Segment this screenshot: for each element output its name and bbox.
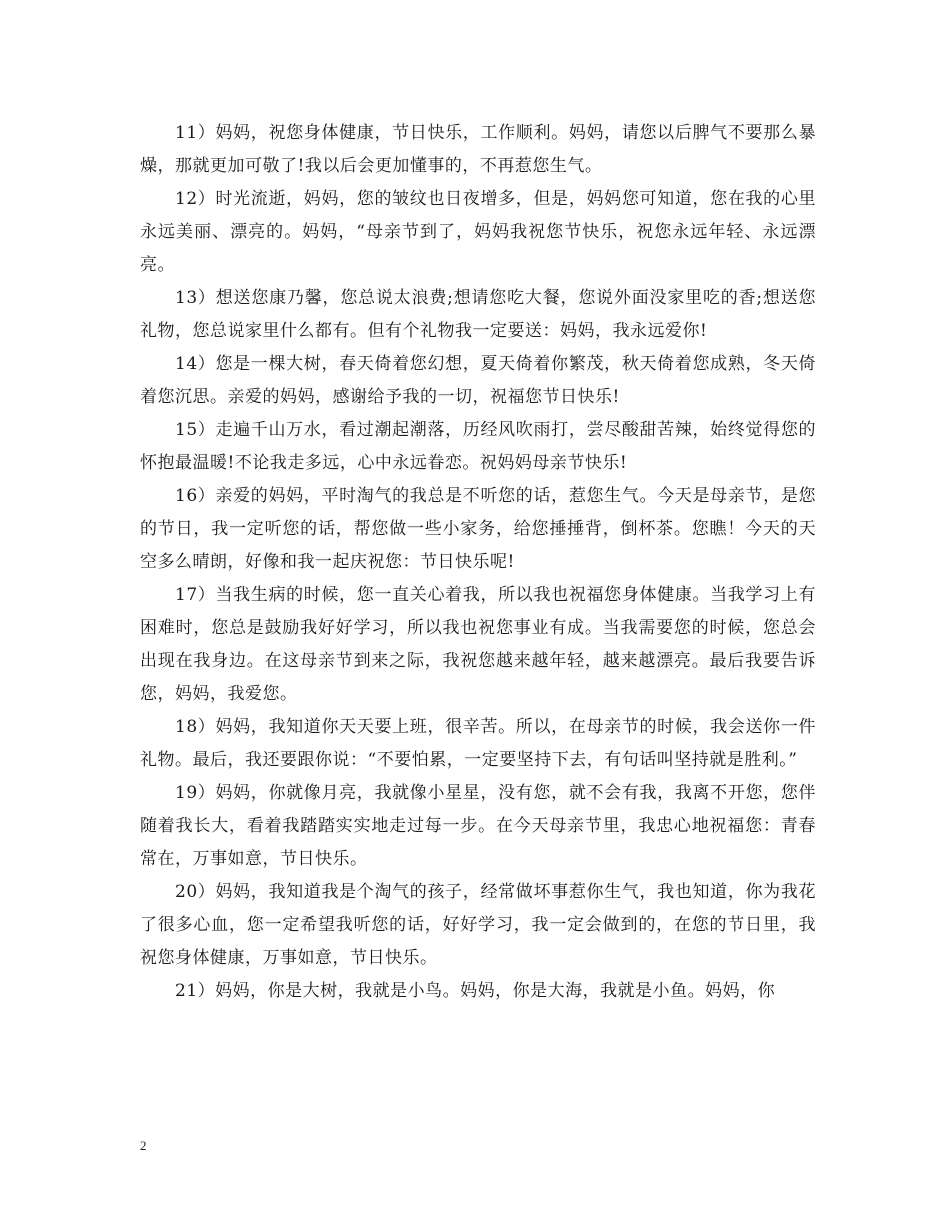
- paragraph: 21）妈妈，你是大树，我就是小鸟。妈妈，你是大海，我就是小鱼。妈妈，你: [175, 981, 776, 1001]
- paragraph: 18）妈妈，我知道你天天要上班，很辛苦。所以，在母亲节的时候，我会送你一件礼物。最后，我还要跟你说：“不要怕累，一定要坚持下去，有句话叫坚持就是胜利。”: [140, 717, 816, 770]
- paragraph: 17）当我生病的时候，您一直关心着我，所以我也祝福您身体健康。当我学习上有困难时，您总是鼓励我好好学习，所以我也祝您事业有成。当我需要您的时候，您总会出现在我身边。在这母亲节到来之际，我祝您越来越年轻，越来越漂亮。最后我要告诉您，妈妈，我爱您。: [140, 585, 816, 704]
- paragraph: 13）想送您康乃馨，您总说太浪费;想请您吃大餐，您说外面没家里吃的香;想送您礼物，您总说家里什么都有。但有个礼物我一定要送：妈妈，我永远爱你!: [140, 288, 816, 341]
- page-number: 2: [140, 1138, 147, 1153]
- paragraph: 11）妈妈，祝您身体健康，节日快乐，工作顺利。妈妈，请您以后脾气不要那么暴燥，那就更加可敬了!我以后会更加懂事的，不再惹您生气。: [140, 123, 816, 176]
- paragraph: 12）时光流逝，妈妈，您的皱纹也日夜增多，但是，妈妈您可知道，您在我的心里永远美丽、漂亮的。妈妈，“母亲节到了，妈妈我祝您节快乐，祝您永远年轻、永远漂亮。: [140, 189, 816, 275]
- paragraph: 14）您是一棵大树，春天倚着您幻想，夏天倚着你繁茂，秋天倚着您成熟，冬天倚着您沉思。亲爱的妈妈，感谢给予我的一切，祝福您节日快乐!: [140, 354, 816, 407]
- paragraph: 19）妈妈，你就像月亮，我就像小星星，没有您，就不会有我，我离不开您，您伴随着我长大，看着我踏踏实实地走过每一步。在今天母亲节里，我忠心地祝福您：青春常在，万事如意，节日快乐。: [140, 783, 816, 869]
- paragraph: 16）亲爱的妈妈，平时淘气的我总是不听您的话，惹您生气。今天是母亲节，是您的节日，我一定听您的话，帮您做一些小家务，给您捶捶背，倒杯茶。您瞧！今天的天空多么晴朗，好像和我一起庆祝您：节日快乐呢!: [140, 486, 816, 572]
- paragraph: 15）走遍千山万水，看过潮起潮落，历经风吹雨打，尝尽酸甜苦辣，始终觉得您的怀抱最温暖!不论我走多远，心中永远眷恋。祝妈妈母亲节快乐!: [140, 420, 816, 473]
- paragraph: 20）妈妈，我知道我是个淘气的孩子，经常做坏事惹你生气，我也知道，你为我花了很多心血，您一定希望我听您的话，好好学习，我一定会做到的，在您的节日里，我祝您身体健康，万事如意，节日快乐。: [140, 882, 816, 968]
- document-body: [140, 117, 816, 1008]
